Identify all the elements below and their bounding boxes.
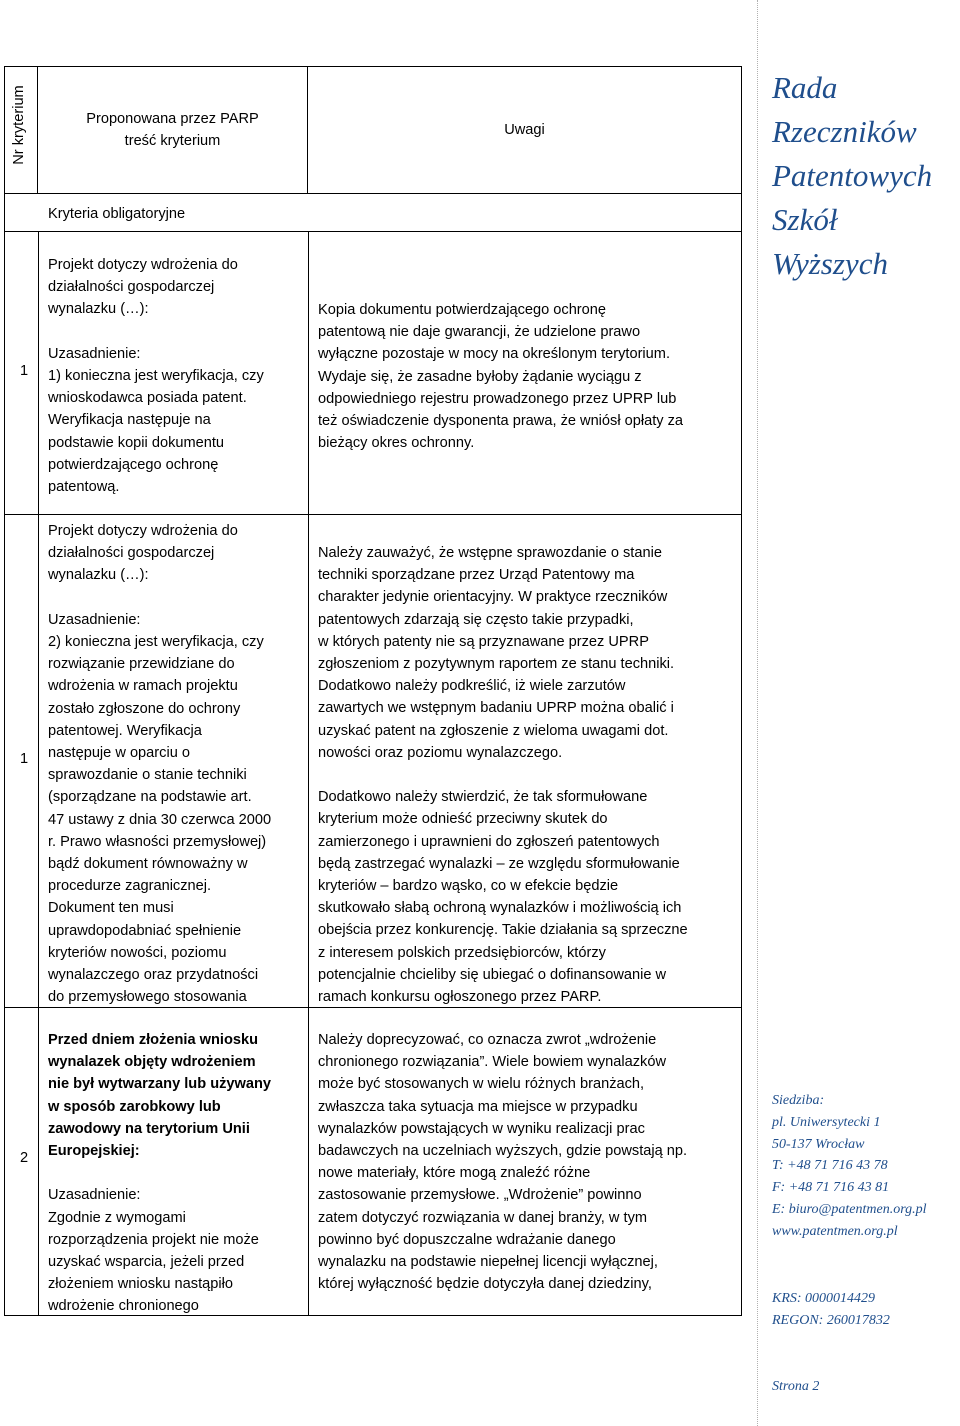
header-content-line: Proponowana przez PARP	[86, 111, 259, 127]
row-content: Projekt dotyczy wdrożenia do działalności gospodarczej wynalazku (…): Uzasadnienie: 1) konieczna jest weryfikacja, czy wnioskodawca posiada patent. Weryfikacja następuje na podstawie kopii dokumentu potwierdzającego ochronę patentową.	[48, 254, 306, 498]
contact-info: Siedziba: pl. Uniwersytecki 1 50-137 Wrocław T: +48 71 716 43 78 F: +48 71 716 43 81 E: biuro@patentmen.org.pl www.patentmen.org.pl	[772, 1090, 927, 1243]
table-row	[4, 231, 742, 514]
header-number-label: Nr kryterium	[11, 85, 27, 165]
page-number: Strona 2	[772, 1379, 820, 1394]
col-divider	[308, 515, 309, 1008]
row-remarks: Kopia dokumentu potwierdzającego ochronę patentową nie daje gwarancji, że udzielone prawo wyłączne pozostaje w mocy na określonym terytorium. Wydaje się, że zasadne byłoby żądanie wyciągu z odpowiedniego rejestru prowadzonego przez UPRP lub też oświadczenie dysponenta prawa, że wniósł opłaty za bieżący okres ochronny.	[318, 302, 684, 452]
row-remarks: Należy doprecyzować, co oznacza zwrot „wdrożenie chronionego rozwiązania”. Wiele bowiem wynalazków może być stosowanych w wielu różnych branżach, zwłaszcza taka sytuacja ma miejsce w przypadku wynalazków powstających w wyniku realizacji prac badawczych na uczelniach wyższych, gdzie powstają np. nowe materiały, które mogą znaleźć różne zastosowanie przemysłowe. „Wdrożenie” powinno zatem dotyczyć rozwiązania w danej branży, w tym powinno być dopuszczalne wdrażanie danego wynalazku na podstawie niepełnej licencji wyłącznej, której wyłączność będzie dotyczyła danej dziedziny,	[318, 1032, 688, 1293]
col-divider	[38, 515, 39, 1008]
registry-info: KRS: 0000014429 REGON: 260017832	[772, 1291, 890, 1328]
table-row	[4, 514, 742, 1007]
justification-label: Uzasadnienie:	[48, 611, 141, 628]
row-number: 1	[19, 363, 29, 379]
col-divider	[38, 1008, 39, 1315]
row-remarks: Należy zauważyć, że wstępne sprawozdanie o stanie techniki sporządzane przez Urząd Patentowy ma charakter jedynie orientacyjny. W praktyce rzeczników patentowych zdarzają się często takie przypadki, w których patenty nie są przyznawane przez UPRP zgłoszeniom z pozytywnym raportem ze stanu techniki. Dodatkowo należy podkreślić, iż wiele zarzutów zawartych we wstępnym badaniu UPRP można obalić i uzyskać patent na zgłoszenie z wieloma uwagami dot. nowości oraz poziomu wynalazczego. Dodatkowo należy stwierdzić, że tak sformułowane kryterium może odnieść przeciwny skutek do zamierzonego i uprawnieni do zgłoszeń patentowych będą zastrzegać wynalazki – ze względu sformułowanie kryteriów – bardzo wąsko, co w efekcie będzie skutkowało słabą ochroną wynalazków i możliwością ich obejścia przez konkurencję. Takie działania są sprzeczne z interesem polskich przedsiębiorców, którzy potencjalnie chcieliby się ubiegać o dofinansowanie w ramach konkursu ogłoszonego przez PARP.	[318, 545, 688, 1006]
row-number: 1	[19, 751, 29, 767]
margin-divider	[757, 0, 758, 1426]
row-number: 2	[19, 1150, 29, 1166]
row-content: Projekt dotyczy wdrożenia do działalności gospodarczej wynalazku (…): Uzasadnienie: 2) konieczna jest weryfikacja, czy rozwiązanie przewidziane do wdrożenia w ramach projektu zostało zgłoszone do ochrony patentowej. Weryfikacja następuje w oparciu o sprawozdanie o stanie techniki (sporządzane na podstawie art. 47 ustawy z dnia 30 czerwca 2000 r. Prawo własności przemysłowej) bądź dokument równoważny w procedurze zagranicznej. Dokument ten musi uprawdopodabniać spełnienie kryteriów nowości, poziomu wynalazczego oraz przydatności do przemysłowego stosowania	[48, 520, 306, 1008]
organization-title: Rada Rzeczników Patentowych Szkół Wyższych	[772, 70, 933, 281]
justification-label: Uzasadnienie:	[48, 1187, 141, 1204]
col-divider	[308, 232, 309, 515]
section-label: Kryteria obligatoryjne	[48, 206, 186, 222]
row-content: Przed dniem złożenia wniosku wynalazek objęty wdrożeniem nie był wytwarzany lub używany w sposób zarobkowy lub zawodowy na terytorium Unii Europejskiej: Uzasadnienie: Zgodnie z wymogami rozporządzenia projekt nie może uzyskać wsparcia, jeżeli przed złożeniem wniosku nastąpiło wdrożenie chronionego	[48, 1029, 306, 1318]
website-link[interactable]: www.patentmen.org.pl	[772, 1223, 898, 1239]
header-content-cell	[38, 66, 308, 193]
col-divider	[38, 232, 39, 515]
table-row	[4, 1007, 742, 1316]
section-row	[4, 193, 742, 231]
header-remarks-cell	[308, 66, 742, 193]
justification-label: Uzasadnienie:	[48, 345, 141, 362]
header-remarks-label: Uwagi	[504, 122, 545, 138]
col-divider	[308, 1008, 309, 1315]
header-content-line: treść kryterium	[124, 133, 221, 150]
